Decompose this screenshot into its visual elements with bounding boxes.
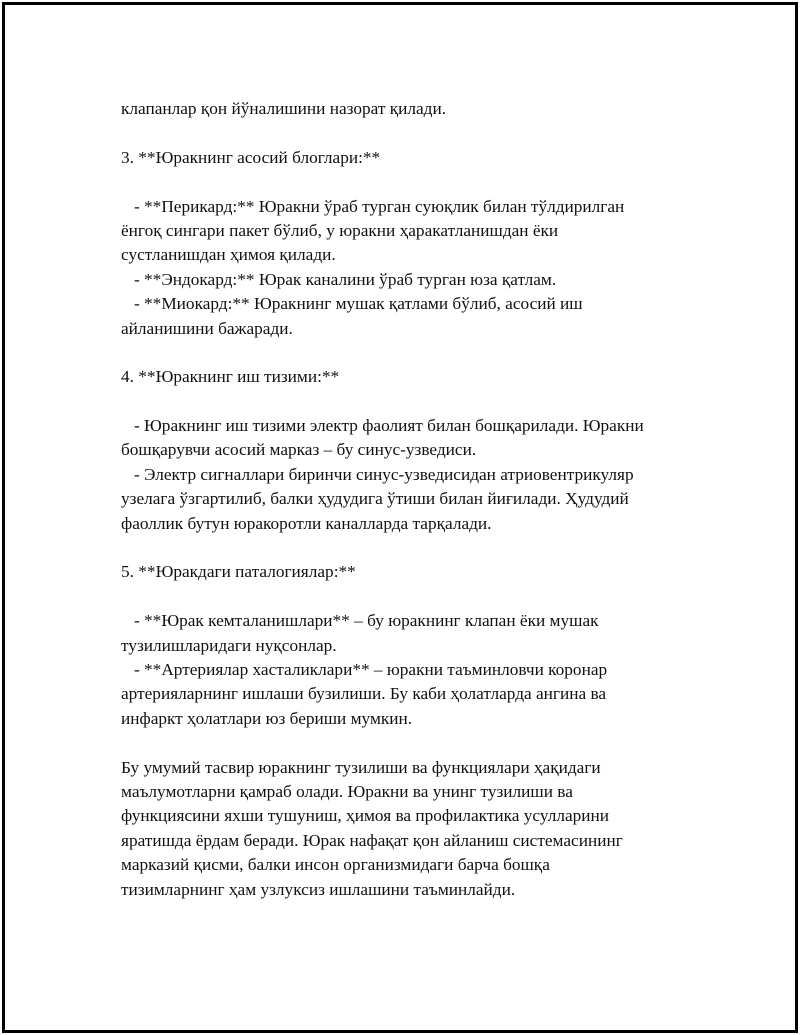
summary-line: яратишда ёрдам беради. Юрак нафақат қон айланиш системасининг [121,830,623,850]
list-item-line: - Электр сигналлари биринчи синус-узведисидан атриовентрикуляр [121,464,634,484]
list-item-line: - **Артериялар хасталиклари** – юракни таъминловчи коронар [121,659,608,679]
section-heading: 4. **Юракнинг иш тизими:** [121,367,340,387]
list-item-line: - **Эндокард:** Юрак каналини ўраб турган юза қатлам. [121,269,557,289]
text-line: ёнгоқ сингари пакет бўлиб, у юракни ҳаракатланишдан ёки [121,220,559,240]
list-item-line: - Юракнинг иш тизими электр фаолият билан бошқарилади. Юракни [121,416,644,436]
blank-line [121,731,711,755]
text-line: узелага ўзгартилиб, балки ҳудудига ўтиши билан йиғилади. Ҳудудий [121,489,629,509]
text-line: айланишини бажаради. [121,318,293,338]
blank-line [121,121,711,145]
section-heading: 3. **Юракнинг асосий блоглари:** [121,147,381,167]
summary-line: марказий қисми, балки инсон организмидаги барча бошқа [121,855,550,875]
list-item-line: - **Перикард:** Юракни ўраб турган суюқлик билан тўлдирилган [121,196,625,216]
text-line: сустланишдан ҳимоя қилади. [121,245,336,265]
blank-line [121,390,711,414]
text-line: клапанлар қон йўналишини назорат қилади. [121,99,447,118]
list-item-line: - **Миокард:** Юракнинг мушак қатлами бўлиб, асосий иш [121,294,583,314]
text-line: артерияларнинг ишлаши бузилиши. Бу каби ҳолатларда ангина ва [121,684,607,704]
text-line: инфаркт ҳолатлари юз бериши мумкин. [121,708,413,728]
section-heading: 5. **Юракдаги паталогиялар:** [121,562,356,582]
summary-line: Бу умумий тасвир юракнинг тузилиши ва функциялари ҳақидаги [121,757,601,777]
summary-line: функциясини яхши тушуниш, ҳимоя ва профилактика усулларини [121,806,610,826]
summary-line: маълумотларни қамраб олади. Юракни ва унинг тузилиши ва [121,781,573,801]
document-page [2,2,798,1033]
text-line: фаоллик бутун юракоротли каналларда тарқалади. [121,513,492,533]
blank-line [121,585,711,609]
blank-line [121,536,711,560]
blank-line [121,170,711,194]
summary-line: тизимларнинг ҳам узлуксиз ишлашини таъминлайди. [121,879,516,899]
text-line: тузилишларидаги нуқсонлар. [121,635,337,655]
blank-line [121,341,711,365]
document-body [121,97,711,902]
text-line: бошқарувчи асосий марказ – бу синус-узведиси. [121,440,477,460]
list-item-line: - **Юрак кемталанишлари** – бу юракнинг клапан ёки мушак [121,611,599,631]
